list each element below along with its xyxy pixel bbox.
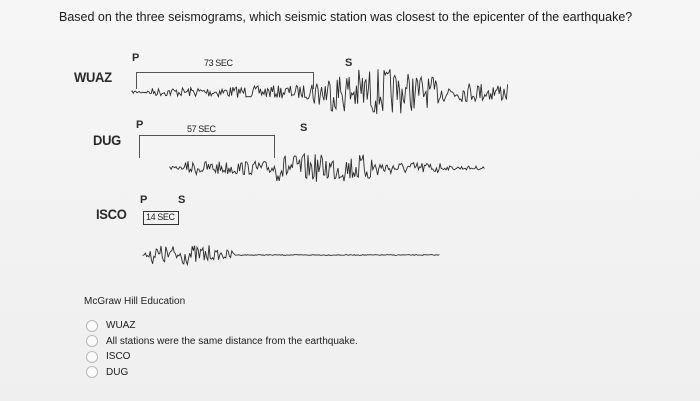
radio-button[interactable]	[86, 320, 98, 332]
station-label-dug: DUG	[93, 132, 121, 149]
isco-seismogram-trace	[143, 245, 439, 264]
choice-label: ISCO	[106, 351, 131, 363]
isco-sp-interval-label: 14 SEC	[146, 212, 175, 222]
isco-s-wave-label: S	[178, 194, 186, 206]
answer-choices	[86, 318, 358, 380]
choice-label: All stations were the same distance from the earthquake.	[106, 335, 358, 347]
choice-isco[interactable]	[86, 349, 358, 365]
publisher-credit: McGraw Hill Education	[84, 296, 186, 307]
station-label-isco: ISCO	[96, 206, 127, 223]
seismogram-figure	[60, 48, 520, 278]
radio-button[interactable]	[86, 351, 98, 363]
dug-sp-interval-bracket	[139, 135, 275, 158]
choice-same-distance[interactable]	[86, 334, 358, 350]
radio-button[interactable]	[86, 366, 98, 378]
wuaz-s-wave-label: S	[345, 57, 353, 69]
station-label-wuaz: WUAZ	[74, 69, 112, 86]
choice-dug[interactable]	[86, 365, 358, 381]
dug-sp-interval-label: 57 SEC	[187, 124, 216, 134]
radio-button[interactable]	[86, 335, 98, 347]
choice-wuaz[interactable]	[86, 318, 358, 334]
wuaz-sp-interval-bracket	[136, 72, 314, 89]
dug-seismogram-trace	[170, 154, 484, 182]
wuaz-sp-interval-label: 73 SEC	[204, 58, 233, 68]
isco-p-wave-label: P	[140, 194, 148, 206]
wuaz-p-wave-label: P	[132, 52, 140, 64]
choice-label: DUG	[106, 366, 129, 378]
choice-label: WUAZ	[106, 320, 136, 332]
question-text: Based on the three seismograms, which seismic station was closest to the epicenter of the earthquake?	[59, 10, 633, 24]
dug-s-wave-label: S	[300, 122, 308, 134]
dug-p-wave-label: P	[136, 119, 144, 131]
